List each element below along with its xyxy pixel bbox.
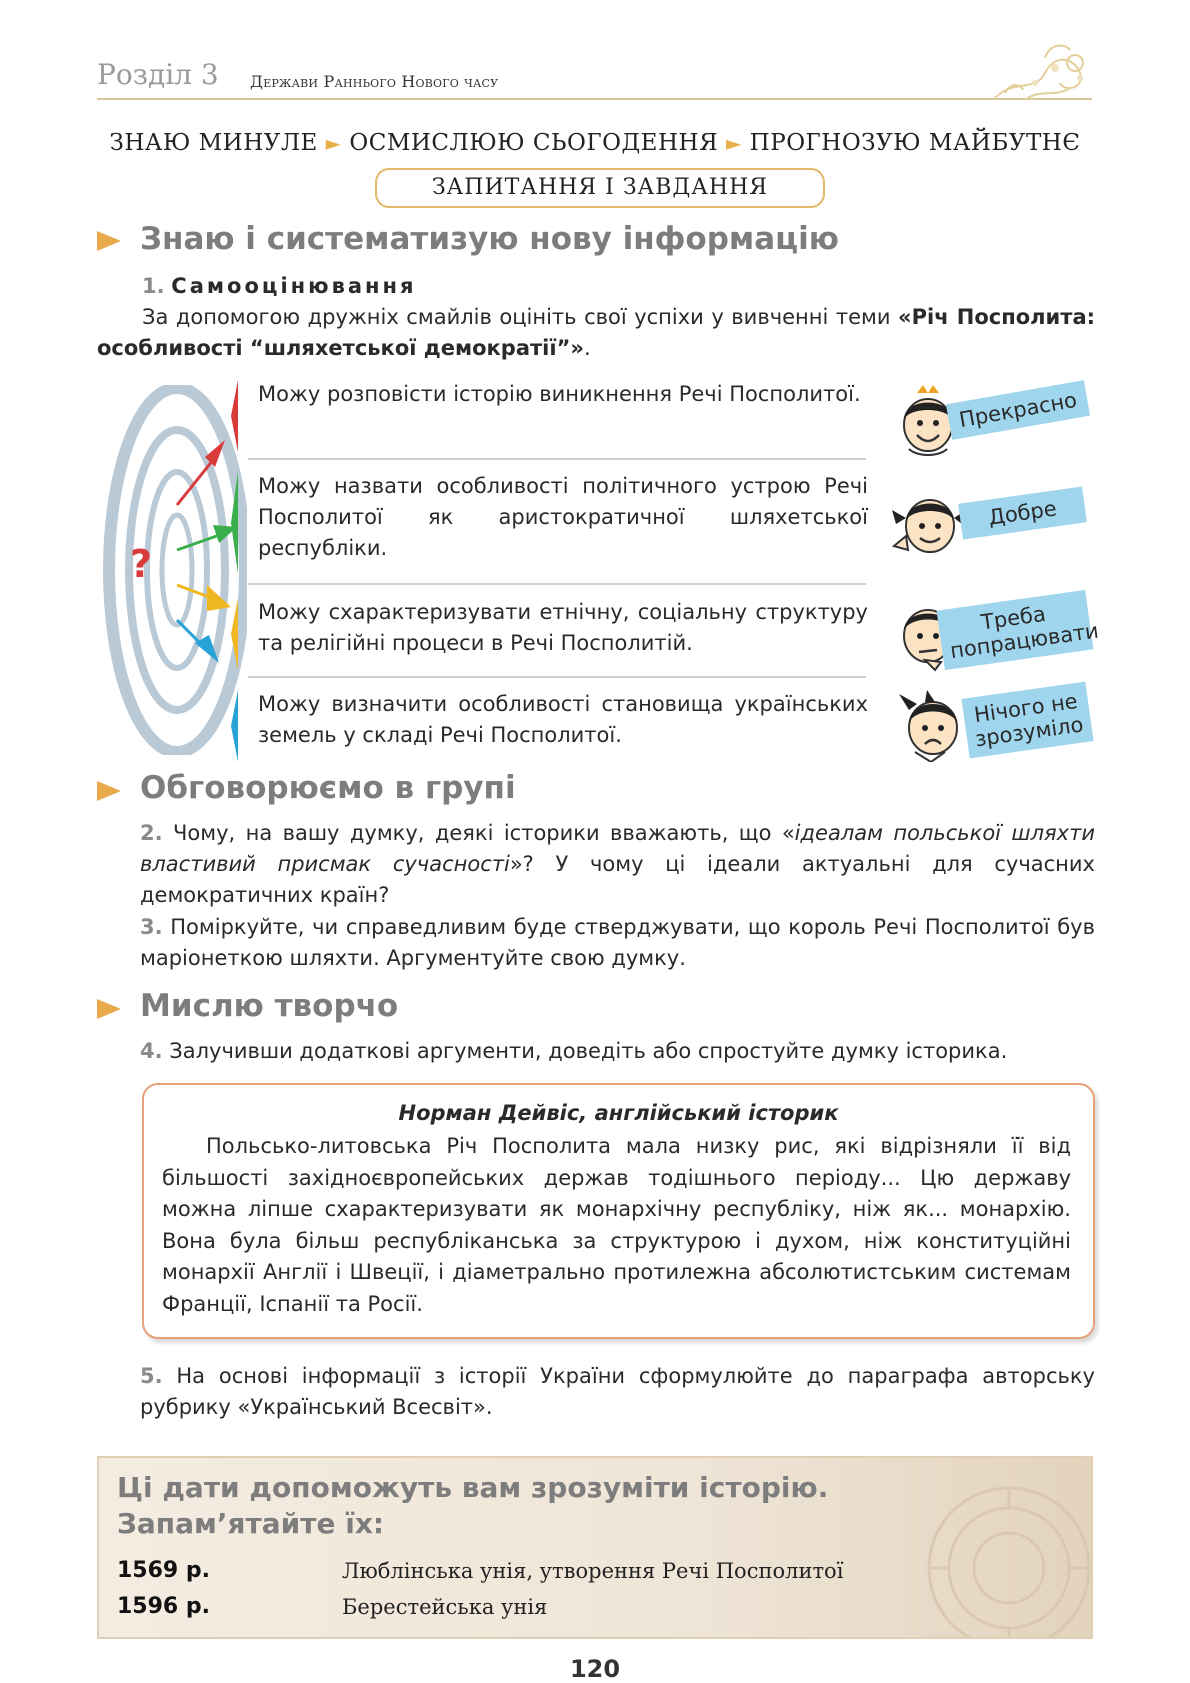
- clock-watermark-icon: [899, 1468, 1093, 1639]
- section-arrow-icon: [97, 781, 121, 801]
- motto-comprehend-present: ОСМИСЛЮЮ СЬОГОДЕННЯ: [349, 130, 719, 156]
- rating-badge-excellent: Прекрасно: [946, 380, 1090, 440]
- arrow-right-icon: ►: [725, 131, 742, 155]
- task-4: 4. Залучивши додаткові аргументи, доведіть або спростуйте думку історика.: [140, 1039, 1008, 1063]
- section-heading-know: Знаю і систематизую нову інформацію: [140, 221, 839, 257]
- date-event: Люблінська унія, утворення Речі Посполитої: [342, 1559, 844, 1583]
- historian-quote-box: [142, 1083, 1095, 1339]
- section-arrow-icon: [97, 999, 121, 1019]
- floral-ornament-icon: [985, 38, 1095, 108]
- questions-box: ЗАПИТАННЯ І ЗАВДАННЯ: [375, 168, 825, 208]
- section-label: Розділ 3: [97, 58, 219, 91]
- page-number: 120: [569, 1655, 621, 1683]
- arrow-blue: [177, 620, 219, 663]
- checklist-item-2: Можу назвати особливості політичного устрою Речі Посполитої як аристократичної шляхетської республіки.: [258, 474, 868, 560]
- task-3: 3. Поміркуйте, чи справедливим буде стверджувати, що король Речі Посполитої був маріонеткою шляхти. Аргументуйте свою думку.: [140, 915, 1095, 970]
- dates-heading: Ці дати допоможуть вам зрозуміти історію. Запам’ятайте їх:: [117, 1471, 829, 1540]
- section-heading-discuss: Обговорюємо в групі: [140, 770, 516, 806]
- checklist-item-4: Можу визначити особливості становища українських земель у складі Речі Посполитої.: [258, 692, 868, 747]
- arrow-right-icon: ►: [325, 131, 342, 155]
- section-arrow-icon: [97, 231, 121, 251]
- smiley-good-icon: [890, 490, 966, 562]
- smiley-not-understood-icon: [895, 690, 971, 762]
- divider: [248, 583, 866, 585]
- rating-badge-needs-work: Треба попрацювати: [937, 590, 1094, 670]
- question-mark-icon: ?: [130, 542, 153, 586]
- section-heading-think: Мислю творчо: [140, 988, 399, 1024]
- rating-badge-good: Добре: [958, 486, 1087, 539]
- task-1-title: 1. Самооцінювання: [142, 274, 417, 298]
- divider: [248, 458, 866, 460]
- checklist-item-1: Можу розповісти історію виникнення Речі Посполитої.: [258, 382, 861, 406]
- header-rule: [97, 98, 1092, 100]
- quote-author: Норман Дейвіс, англійський історик: [398, 1101, 839, 1125]
- target-illustration: [97, 385, 247, 755]
- rating-badge-not-understood: Нічого не зрозуміло: [961, 682, 1093, 759]
- motto-know-past: ЗНАЮ МИНУЛЕ: [109, 130, 318, 156]
- date-year: 1596 р.: [117, 1594, 210, 1619]
- task-2: 2. Чому, на вашу думку, деякі історики вважають, що «ідеалам польської шляхти властивий присмак сучасності»? У чому ці ідеали актуальні для сучасних демократичних країн?: [140, 821, 1095, 907]
- key-dates-box: [97, 1456, 1093, 1639]
- quote-text: Польсько-литовська Річ Посполита мала низку рис, які відрізняли її від більшості західноєвропейських держав тодішнього періоду... Цю державу можна ліпше схарактеризувати як монархічну республіку, ніж як... монархію. Вона була більш республіканська за структурою і духом, ніж конституційні монархії Англії і Швеції, і діаметрально протилежна абсолютистським системам Франції, Іспанії та Росії.: [162, 1134, 1071, 1316]
- motto-line: [0, 130, 1190, 156]
- task-5: 5. На основі інформації з історії України сформулюйте до параграфа авторську рубрику «Український Всесвіт».: [140, 1364, 1095, 1419]
- chapter-title: Держави Раннього Нового часу: [250, 72, 499, 91]
- task-1-text: За допомогою дружніх смайлів оцініть свої успіхи у вивченні теми «Річ Посполита: особливості “шляхетської демократії”».: [97, 305, 1096, 360]
- date-year: 1569 р.: [117, 1558, 210, 1583]
- date-event: Берестейська унія: [342, 1595, 548, 1619]
- checklist-item-3: Можу схарактеризувати етнічну, соціальну структуру та релігійні процеси в Речі Посполитій.: [258, 600, 868, 655]
- divider: [248, 676, 866, 678]
- motto-forecast-future: ПРОГНОЗУЮ МАЙБУТНЄ: [749, 130, 1081, 156]
